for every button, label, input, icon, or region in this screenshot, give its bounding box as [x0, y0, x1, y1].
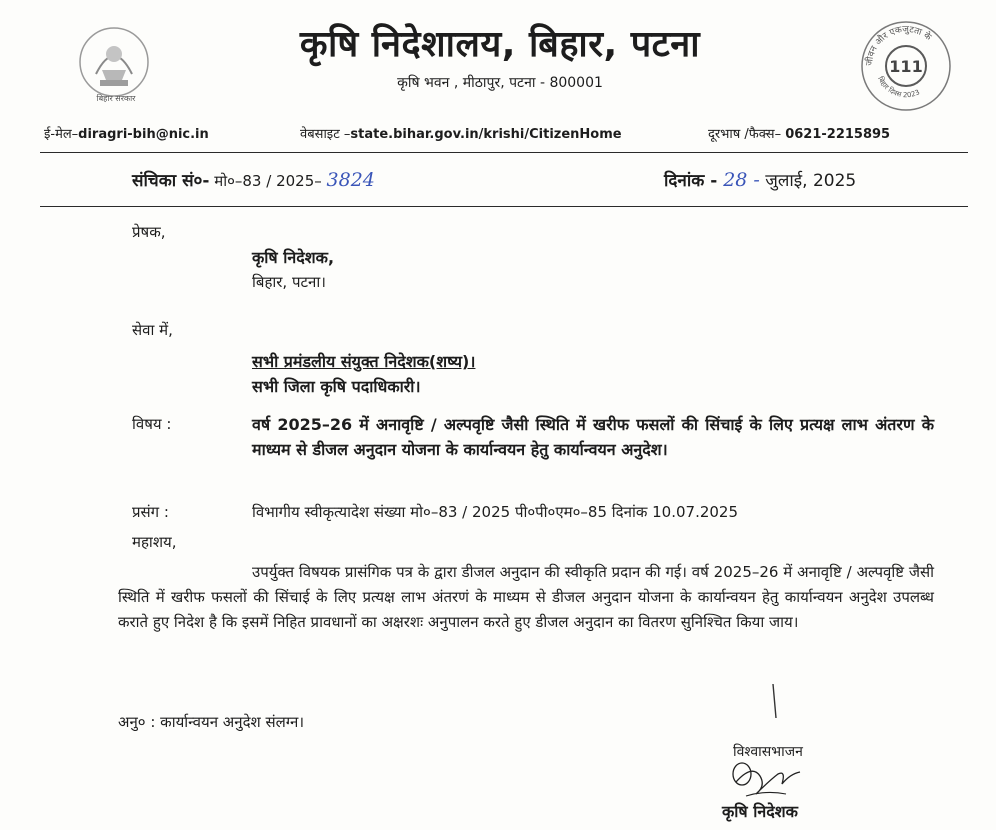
subject-text: वर्ष 2025–26 में अनावृष्टि / अल्पवृष्टि जैसी स्थिति में खरीफ फसलों की सिंचाई के लिए प्रत्यक्ष लाभ अंतरण के माध्यम से डीजल अनुदान योजना के कार्यान्वयन हेतु कार्यान्वयन अनुदेश।	[252, 415, 934, 459]
recipient-district-officers: सभी जिला कृषि पदाधिकारी।	[252, 377, 421, 396]
email-label: ई-मेल–	[44, 127, 79, 142]
file-number: मो०–83 / 2025–	[209, 172, 327, 190]
svg-text:बिहार दिवस 2023	[876, 75, 921, 99]
salutation: महाशय,	[132, 533, 177, 551]
context-text: विभागीय स्वीकृत्यादेश संख्या मो०–83 / 2025 पी०पी०एम०–85 दिनांक 10.07.2025	[252, 503, 739, 521]
annexure-note: अनु० : कार्यान्वयन अनुदेश संलग्न।	[118, 713, 305, 731]
bihar-diwas-seal-icon	[856, 16, 956, 116]
reference-divider	[40, 206, 968, 207]
recipient-label: सेवा में,	[132, 321, 173, 339]
phone-line	[708, 124, 890, 142]
handwritten-file-number: 3824	[326, 169, 375, 191]
seal-text-bottom: बिहार दिवस 2023	[876, 75, 922, 100]
context-label: प्रसंग :	[132, 503, 169, 521]
signatory-designation: कृषि निदेशक	[722, 802, 798, 821]
subject-label: विषय :	[132, 415, 172, 433]
letter-date	[664, 168, 856, 191]
letter-body: उपर्युक्त विषयक प्रासंगिक पत्र के द्वारा डीजल अनुदान की स्वीकृति प्रदान की गई। वर्ष 2025–26 में अनावृष्टि / अल्पवृष्टि जैसी स्थिति में खरीफ फसलों की सिंचाई के लिए प्रत्यक्ष लाभ अंतरणं के माध्यम से डीजल अनुदान योजना के कार्यान्वयन हेतु कार्यान्वयन अनुदेश उपलब्ध कराते हुए निदेश है कि इसमें निहित प्रावधानों का अक्षरशः अनुपालन करते हुए डीजल अनुदान का वितरण सुनिश्चित किया जाय।	[118, 563, 934, 631]
seal-text-top: जीवन और एकजुटता के	[864, 24, 933, 67]
phone-label: दूरभाष /फैक्स–	[708, 127, 786, 142]
bihar-emblem-icon	[76, 24, 152, 100]
date-label: दिनांक -	[664, 171, 724, 191]
phone-value: 0621-2215895	[785, 127, 891, 142]
handwritten-day: 28 -	[723, 169, 760, 191]
handwritten-signature-icon	[726, 760, 806, 804]
office-address: कृषि भवन , मीठापुर, पटना - 800001	[397, 75, 603, 91]
sender-label: प्रेषक,	[132, 223, 166, 241]
office-title: कृषि निदेशालय, बिहार, पटना	[299, 24, 701, 65]
website-label: वेबसाइट –	[300, 127, 351, 142]
website-value: state.bihar.gov.in/krishi/CitizenHome	[350, 127, 622, 142]
recipient-joint-directors: सभी प्रमंडलीय संयुक्त निदेशक(शष्य)।	[252, 352, 476, 371]
header-divider	[40, 152, 968, 153]
date-month-year: जुलाई, 2025	[759, 171, 857, 191]
pen-mark-icon	[770, 682, 780, 720]
sender-place: बिहार, पटना।	[252, 273, 326, 291]
email-value: diragri-bih@nic.in	[78, 127, 209, 142]
emblem-caption: बिहार सरकार	[96, 94, 136, 103]
file-reference	[132, 168, 375, 191]
website-line	[300, 124, 622, 142]
file-label: संचिका सं०-	[132, 171, 210, 191]
closing-text: विश्वासभाजन	[733, 744, 803, 760]
seal-number: 111	[889, 57, 923, 76]
sender-name: कृषि निदेशक,	[252, 248, 335, 267]
email-line	[44, 124, 209, 142]
